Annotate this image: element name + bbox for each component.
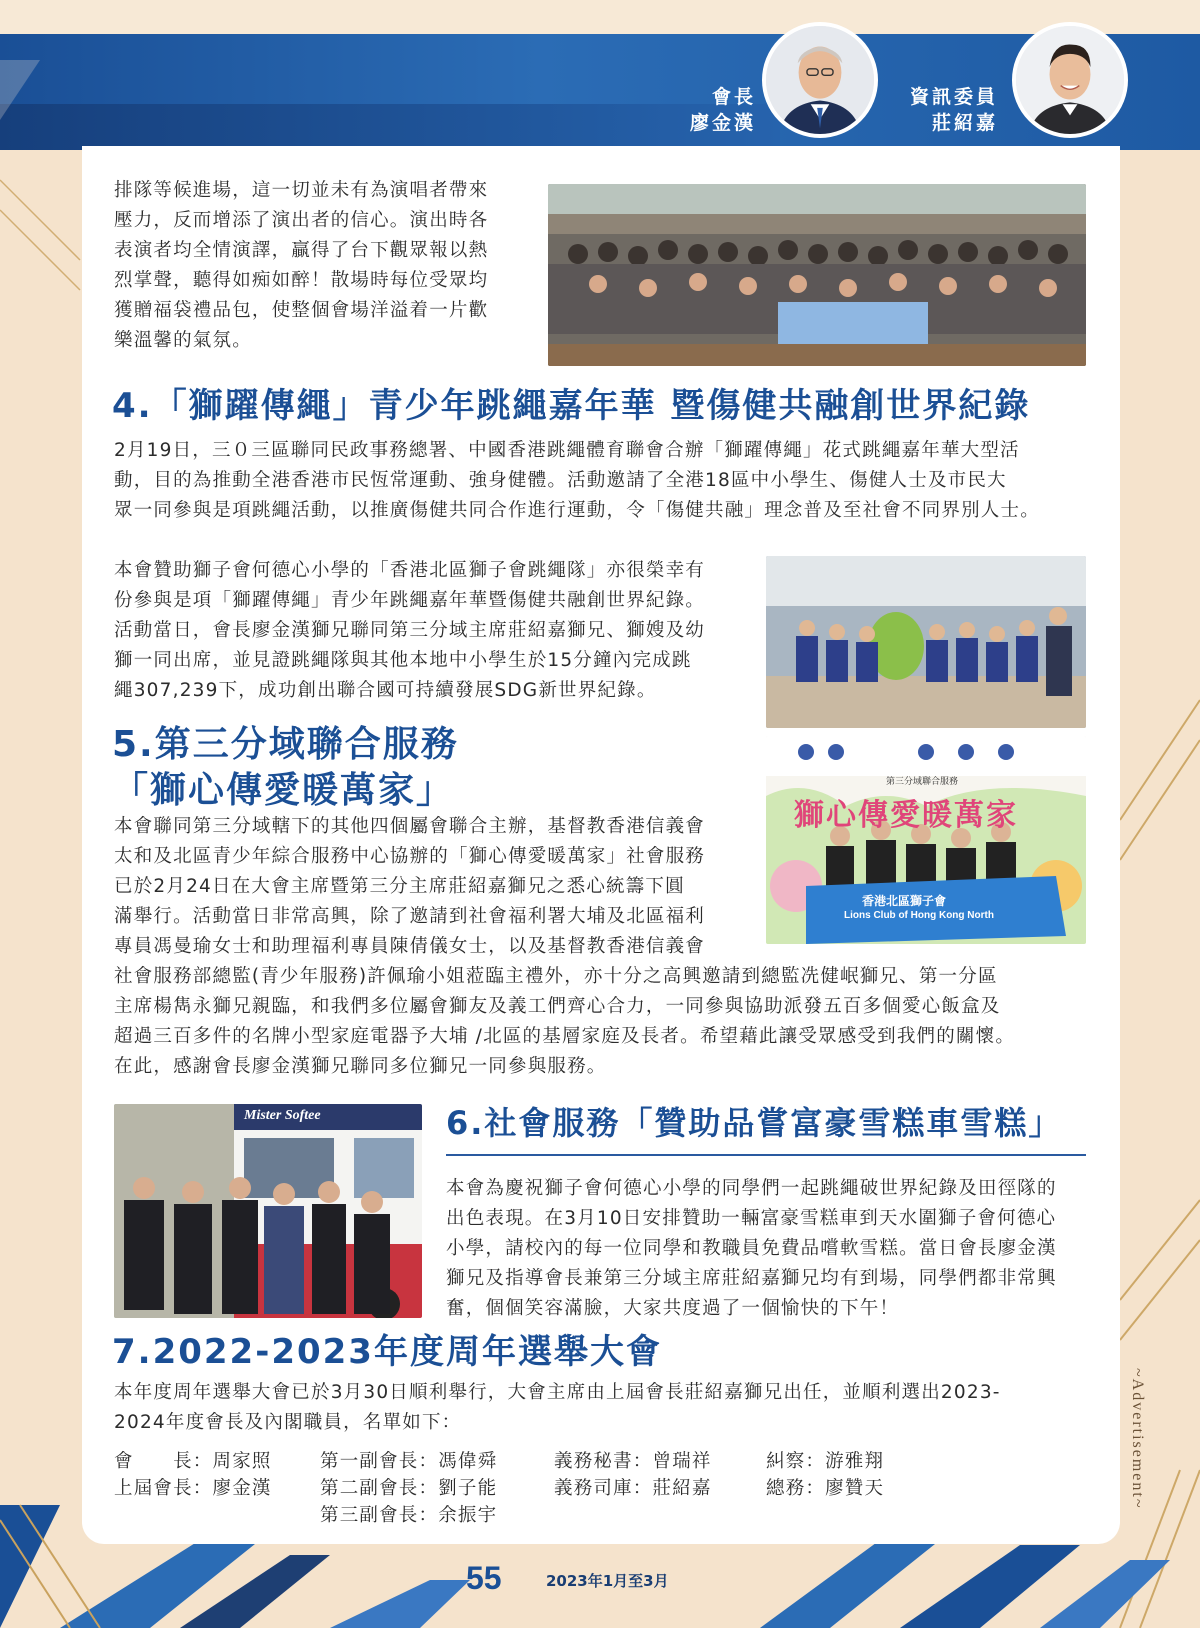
page-number: 55 [466, 1560, 502, 1596]
section4-heading: 4.「獅躍傳繩」青少年跳繩嘉年華 暨傷健共融創世界紀錄 [112, 386, 1031, 426]
officer-entry: 義務秘書：曾瑞祥 [554, 1451, 712, 1472]
president-avatar [762, 22, 878, 138]
section6-divider [446, 1154, 1086, 1156]
intro-line: 烈掌聲，聽得如痴如醉！散場時每位受眾均 [114, 270, 489, 291]
info-officer-label [880, 84, 998, 136]
president-name: 廖金漢 [689, 112, 756, 134]
section4-paragraph1 [114, 436, 1104, 526]
section6-line: 小學，請校內的每一位同學和教職員免費品嚐軟雪糕。當日會長廖金漢 [446, 1238, 1057, 1259]
section4-line: 繩307,239下，成功創出聯合國可持續發展SDG新世界紀錄。 [114, 680, 657, 701]
section6-paragraph [446, 1174, 1096, 1324]
intro-line: 排隊等候進場，這一切並未有為演唱者帶來 [114, 180, 489, 201]
intro-line: 樂溫馨的氣氛。 [114, 330, 252, 351]
officer-entry: 上屆會長：廖金漢 [114, 1478, 272, 1499]
info-officer-avatar [1012, 22, 1128, 138]
section7-line: 2024年度會長及內閣職員，名單如下： [114, 1412, 462, 1433]
officer-entry: 義務司庫：莊紹嘉 [554, 1478, 712, 1499]
section5-line: 太和及北區青少年綜合服務中心協辦的「獅心傳愛暖萬家」社會服務 [114, 846, 706, 867]
officer-list [114, 1448, 1094, 1538]
officer-entry: 第三副會長：余振宇 [320, 1505, 498, 1526]
section6-line: 出色表現。在3月10日安排贊助一輛富豪雪糕車到天水圍獅子會何德心 [446, 1208, 1057, 1229]
section6-line: 奮，個個笑容滿臉，大家共度過了一個愉快的下午！ [446, 1298, 900, 1319]
president-portrait-icon [766, 26, 874, 134]
section4-paragraph2 [114, 556, 754, 706]
truck-sign: Mister Softee [244, 1108, 321, 1123]
section5-paragraph-wide [114, 962, 1104, 1082]
intro-line: 表演者均全情演譯，贏得了台下觀眾報以熱 [114, 240, 489, 261]
section5-line: 本會聯同第三分域轄下的其他四個屬會聯合主辦，基督教香港信義會 [114, 816, 706, 837]
section5-paragraph-narrow [114, 812, 754, 962]
section4-line: 2月19日，三０三區聯同民政事務總署、中國香港跳繩體育聯會合辦「獅躍傳繩」花式跳繩嘉年華大型活 [114, 440, 1020, 461]
info-officer-name: 莊紹嘉 [931, 112, 998, 134]
poster-subtitle: 第三分域聯合服務 [886, 777, 959, 787]
section6-heading: 6.社會服務「贊助品嘗富豪雪糕車雪糕」 [446, 1104, 1063, 1142]
officer-entry: 糾察：游雅翔 [766, 1451, 885, 1472]
section5-heading [112, 722, 752, 814]
section4-line: 獅一同出席，並見證跳繩隊與其他本地中小學生於15分鐘內完成跳 [114, 650, 692, 671]
banner-english: Lions Club of Hong Kong North [844, 910, 994, 921]
section5-line: 滿舉行。活動當日非常高興，除了邀請到社會福利署大埔及北區福利 [114, 906, 706, 927]
info-officer-title: 資訊委員 [909, 86, 998, 108]
officer-entry: 總務：廖贊天 [766, 1478, 885, 1499]
president-title: 會長 [711, 86, 756, 108]
intro-line: 獲贈福袋禮品包，使整個會場洋溢着一片歡 [114, 300, 489, 321]
section4-line: 活動當日，會長廖金漢獅兄聯同第三分域主席莊紹嘉獅兄、獅嫂及幼 [114, 620, 706, 641]
section6-line: 獅兄及指導會長兼第三分域主席莊紹嘉獅兄均有到場，同學們都非常興 [446, 1268, 1057, 1289]
section5-line: 專員馮曼瑜女士和助理福利專員陳倩儀女士，以及基督教香港信義會 [114, 936, 706, 957]
section4-line: 份參與是項「獅躍傳繩」青少年跳繩嘉年華暨傷健共融創世界紀錄。 [114, 590, 706, 611]
service-event-photo [766, 736, 1086, 944]
officer-entry: 第一副會長：馮偉舜 [320, 1451, 498, 1472]
section5-line: 主席楊雋永獅兄親臨，和我們多位屬會獅友及義工們齊心合力，一同參與協助派發五百多個愛心飯盒及 [114, 996, 1001, 1017]
section7-paragraph [114, 1378, 1104, 1438]
section7-line: 本年度周年選舉大會已於3月30日順利舉行，大會主席由上屆會長莊紹嘉獅兄出任，並順利選出2023- [114, 1382, 1001, 1403]
section5-heading-line2: 「獅心傳愛暖萬家」 [112, 770, 455, 811]
section4-line: 動，目的為推動全港香港市民恆常運動、強身健體。活動邀請了全港18區中小學生、傷健人士及市民大 [114, 470, 1007, 491]
poster-title: 獅心傳愛暖萬家 [794, 798, 1018, 833]
section5-line: 超過三百多件的名牌小型家庭電器予大埔 /北區的基層家庭及長者。希望藉此讓受眾感受到我們的關懷。 [114, 1026, 1016, 1047]
section5-line: 已於2月24日在大會主席暨第三分主席莊紹嘉獅兄之悉心統籌下圓 [114, 876, 685, 897]
officer-entry: 第二副會長：劉子能 [320, 1478, 498, 1499]
section5-line: 在此，感謝會長廖金漢獅兄聯同多位獅兄一同參與服務。 [114, 1056, 607, 1077]
banner-chinese: 香港北區獅子會 [862, 894, 947, 908]
officer-entry: 會 長：周家照 [114, 1451, 272, 1472]
section4-line: 眾一同參與是項跳繩活動，以推廣傷健共同合作進行運動，令「傷健共融」理念普及至社會不同界別人士。 [114, 500, 1040, 521]
intro-line: 壓力，反而增添了演出者的信心。演出時各 [114, 210, 489, 231]
section5-heading-line1: 5.第三分域聯合服務 [112, 724, 459, 765]
section6-line: 本會為慶祝獅子會何德心小學的同學們一起跳繩破世界紀錄及田徑隊的 [446, 1178, 1057, 1199]
section4-line: 本會贊助獅子會何德心小學的「香港北區獅子會跳繩隊」亦很榮幸有 [114, 560, 706, 581]
president-label [650, 84, 756, 136]
section5-line: 社會服務部總監(青少年服務)許佩瑜小姐蒞臨主禮外，亦十分之高興邀請到總監冼健岷獅兄、第一分區 [114, 966, 998, 987]
concert-audience-photo [548, 184, 1086, 366]
section7-heading: 7.2022-2023年度周年選舉大會 [112, 1332, 662, 1372]
intro-paragraph [114, 176, 534, 356]
info-officer-portrait-icon [1016, 26, 1124, 134]
advertisement-label: ~Advertisement~ [1129, 1368, 1146, 1510]
issue-date: 2023年1月至3月 [546, 1572, 669, 1590]
ice-cream-truck-photo [114, 1104, 422, 1318]
rope-team-photo [766, 556, 1086, 728]
